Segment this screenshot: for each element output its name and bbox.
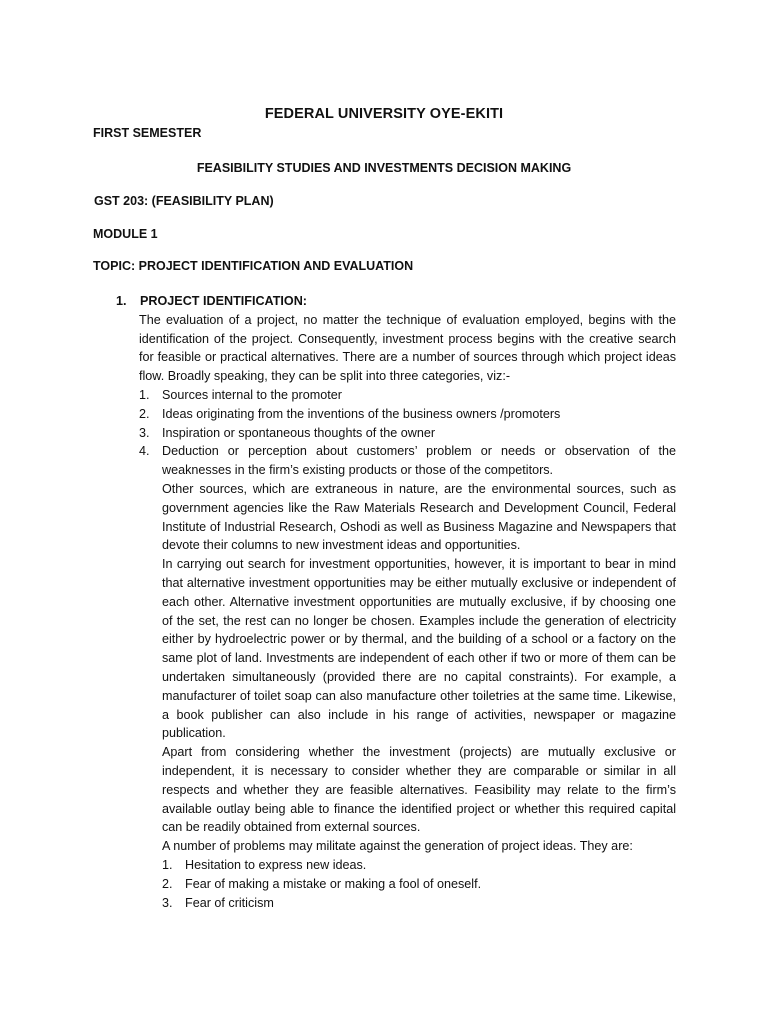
list-text: Sources internal to the promoter <box>162 387 342 402</box>
list-text: Hesitation to express new ideas. <box>185 857 367 872</box>
list-number: 1. <box>139 387 150 402</box>
section-number: 1. <box>116 294 127 308</box>
list-number: 3. <box>139 425 150 440</box>
list-item <box>139 405 676 424</box>
section-heading <box>116 292 676 311</box>
university-title: FEDERAL UNIVERSITY OYE-EKITI <box>264 106 504 122</box>
list-number: 3. <box>162 895 173 910</box>
list-text: Fear of making a mistake or making a fool of oneself. <box>185 876 482 891</box>
intro-paragraph: The evaluation of a project, no matter the technique of evaluation employed, begins with the identification of the project. Consequently, investment process begins with the creative search for feasible or practical alternatives. There are a number of sources through which project ideas flow. Broadly speaking, they can be split into three categories, viz:- <box>139 312 676 384</box>
list-item <box>162 894 676 913</box>
list-item <box>139 424 676 443</box>
other-sources-paragraph: Other sources, which are extraneous in nature, are the environmental sources, such as government agencies like the Raw Materials Research and Development Council, Federal Institute of Industrial Research, Oshodi as well as Business Magazine and Newspapers that devote their columns to new investment ideas and opportunities. <box>162 481 676 553</box>
sources-list <box>139 386 676 480</box>
section-body <box>139 311 676 913</box>
list-number: 4. <box>139 444 150 459</box>
list-item <box>162 875 676 894</box>
feasibility-paragraph: Apart from considering whether the investment (projects) are mutually exclusive or independent, it is necessary to consider whether they are comparable or similar in all respects and whether they are feasible alternatives. Feasibility may relate to the firm’s available outlay being able to finance the identified project or whether this required capital can be readily obtained from external sources. <box>162 745 676 835</box>
section-title: PROJECT IDENTIFICATION: <box>140 294 307 308</box>
course-code: GST 203: (FEASIBILITY PLAN) <box>94 194 274 208</box>
list-number: 2. <box>139 406 150 421</box>
list-number: 2. <box>162 876 173 891</box>
list-text: Deduction or perception about customers’ problem or needs or observation of the weaknesses in the firm’s existing products or those of the competitors. <box>162 444 676 478</box>
indented-block <box>162 480 676 912</box>
problems-intro-paragraph: A number of problems may militate against the generation of project ideas. They are: <box>162 839 633 854</box>
topic-heading: TOPIC: PROJECT IDENTIFICATION AND EVALUATION <box>93 259 414 273</box>
investment-search-paragraph: In carrying out search for investment opportunities, however, it is important to bear in mind that alternative investment opportunities may be either mutually exclusive or independent of each other. Alternative investment opportunities are mutually exclusive, if by choosing one of the set, the rest can no longer be chosen. Examples include the generation of electricity either by hydroelectric power or by thermal, and the building of a school or a factory on the same plot of land. Investments are independent of each other if two or more of them can be undertaken simultaneously (provided there are no capital constraints). For example, a manufacturer of toilet soap can also manufacture other toiletries at the same time. Likewise, a book publisher can also include in his range of activities, newspaper or magazine publication. <box>162 557 676 741</box>
semester-heading: FIRST SEMESTER <box>93 126 202 140</box>
list-item <box>139 442 676 480</box>
list-item <box>162 856 676 875</box>
problems-list <box>162 856 676 912</box>
list-text: Ideas originating from the inventions of the business owners /promoters <box>162 406 561 421</box>
list-item <box>139 386 676 405</box>
course-title: FEASIBILITY STUDIES AND INVESTMENTS DECISION MAKING <box>196 161 572 175</box>
list-number: 1. <box>162 857 173 872</box>
module-heading: MODULE 1 <box>93 227 158 241</box>
list-text: Inspiration or spontaneous thoughts of the owner <box>162 425 436 440</box>
list-text: Fear of criticism <box>185 895 274 910</box>
section-project-identification <box>116 292 676 912</box>
